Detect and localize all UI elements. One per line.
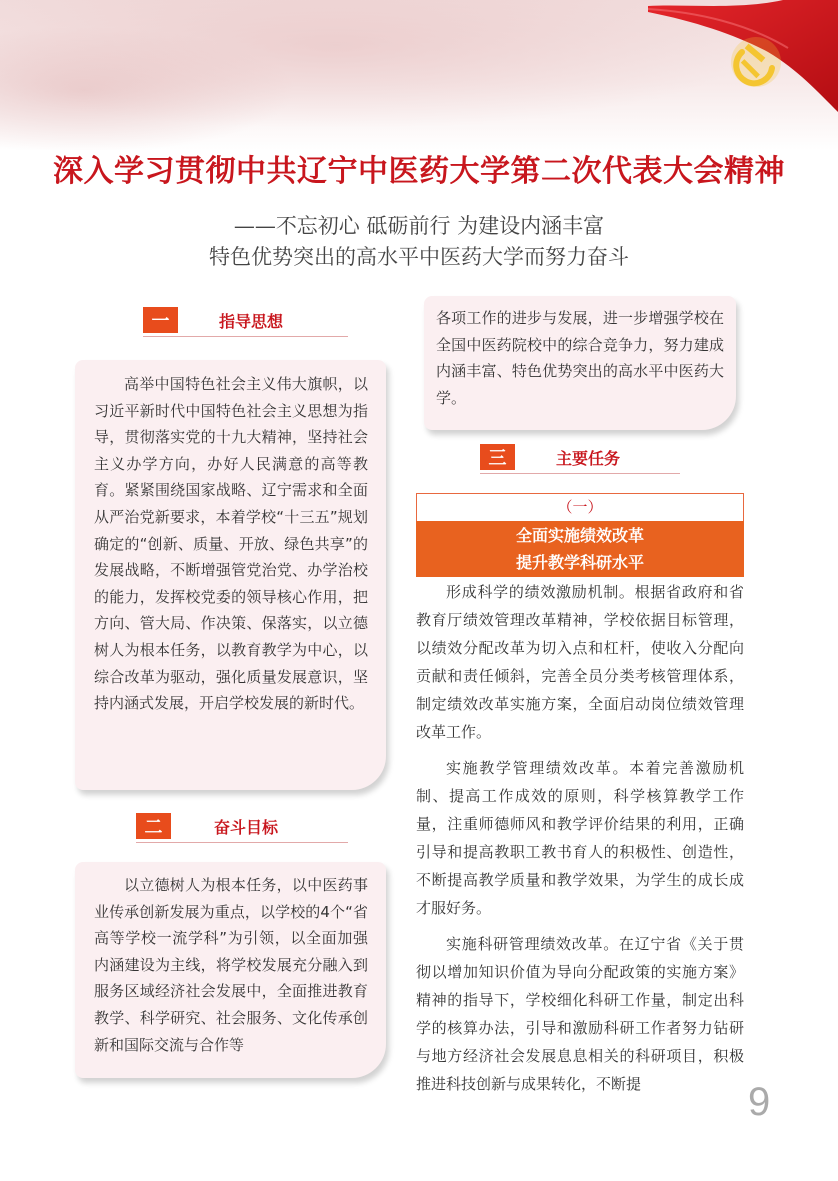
goal-continued-card <box>424 296 736 430</box>
section-title: 主要任务 <box>556 449 621 468</box>
subtitle-line-1: ——不忘初心 砥砺前行 为建设内涵丰富 <box>233 214 605 238</box>
task-paragraph: 形成科学的绩效激励机制。根据省政府和省教育厅绩效管理改革精神，学校依据目标管理，以绩效分配改革为切入点和杠杆，使收入分配向贡献和责任倾斜，完善全员分类考核管理体系，制定绩效改革实施方案，全面启动岗位绩效管理改革工作。 <box>416 583 744 741</box>
section-underline <box>143 336 348 337</box>
section-number-badge: 二 <box>136 813 171 839</box>
subtitle-line-2: 特色优势突出的高水平中医药大学而努力奋斗 <box>209 245 629 269</box>
page-title: 深入学习贯彻中共辽宁中医药大学第二次代表大会精神 <box>53 154 785 189</box>
page-number: 9 <box>748 1080 771 1124</box>
section-underline <box>480 473 680 474</box>
section-underline <box>136 842 348 843</box>
section-title: 指导思想 <box>219 312 284 331</box>
task-number: （一） <box>416 493 744 521</box>
guiding-card <box>75 360 386 790</box>
section-header-goal <box>136 813 348 843</box>
goal-card <box>75 862 386 1078</box>
section-title: 奋斗目标 <box>214 818 279 837</box>
task-title-line-2: 提升教学科研水平 <box>515 553 644 572</box>
task-paragraph: 实施科研管理绩效改革。在辽宁省《关于贯彻以增加知识价值为导向分配政策的实施方案》精神的指导下，学校细化科研工作量，制定出科学的核算办法，引导和激励科研工作者努力钻研与地方经济社会发展息息相关的科研项目，积极推进科技创新与成果转化，不断提 <box>416 935 744 1093</box>
task-title-line-1: 全面实施绩效改革 <box>515 526 644 545</box>
guiding-text: 高举中国特色社会主义伟大旗帜，以习近平新时代中国特色社会主义思想为指导，贯彻落实党的十九大精神，坚持社会主义办学方向，办好人民满意的高等教育。紧紧围绕国家战略、辽宁需求和全面从严治党新要求，本着学校“十三五”规划确定的“创新、质量、开放、绿色共享”的发展战略，不断增强管党治党、办学治校的能力，发挥校党委的领导核心作用，把方向、管大局、作决策、保落实，以立德树人为根本任务，以教育教学为中心，以综合改革为驱动，强化质量发展意识，坚持内涵式发展，开启学校发展的新时代。 <box>94 375 368 713</box>
section-number-badge: 一 <box>143 307 178 333</box>
goal-continued-text: 各项工作的进步与发展，进一步增强学校在全国中医药院校中的综合竞争力，努力建成内涵丰富、特色优势突出的高水平中医药大学。 <box>436 309 724 407</box>
task-body <box>416 578 744 1106</box>
task-title-band <box>416 521 744 577</box>
section-number-badge: 三 <box>480 444 515 470</box>
party-flag-icon <box>648 0 838 112</box>
task-paragraph: 实施教学管理绩效改革。本着完善激励机制、提高工作成效的原则，科学核算教学工作量，注重师德师风和教学评价结果的利用，正确引导和提高教职工教书育人的积极性、创造性，不断提高教学质量和教学效果，为学生的成长成才服好务。 <box>416 759 744 917</box>
section-header-guiding <box>143 307 348 337</box>
goal-text: 以立德树人为根本任务，以中医药事业传承创新发展为重点，以学校的4个“省高等学校一流学科”为引领，以全面加强内涵建设为主线，将学校发展充分融入到服务区域经济社会发展中，全面推进教育教学、科学研究、社会服务、文化传承创新和国际交流与合作等 <box>94 876 368 1054</box>
section-header-tasks <box>480 444 680 474</box>
